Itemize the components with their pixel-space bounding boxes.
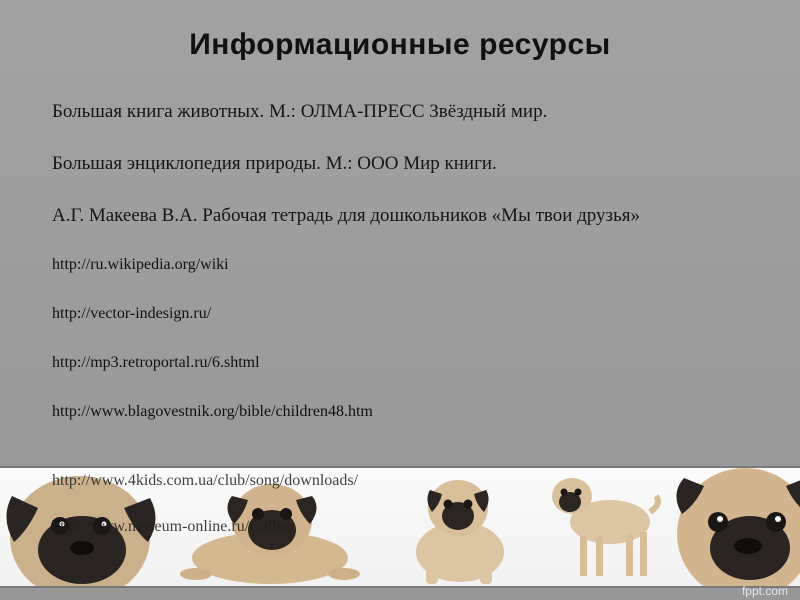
pug-standing — [552, 478, 658, 576]
web-link[interactable]: http://www.4kids.com.ua/club/song/downloads/ — [52, 472, 359, 489]
slide-title: Информационные ресурсы — [189, 28, 611, 61]
web-link[interactable]: http://vector-indesign.ru/ — [52, 305, 212, 322]
web-link[interactable]: http://ru.wikipedia.org/wiki — [52, 256, 229, 273]
pug-sitting — [416, 480, 504, 584]
book-reference: А.Г. Макеева В.А. Рабочая тетрадь для дошкольников «Мы твои друзья» — [52, 205, 640, 226]
pug-portrait-right — [676, 468, 800, 586]
overlay-links — [52, 470, 358, 562]
book-reference: Большая энциклопедия природы. М.: ООО Мир книги. — [52, 153, 497, 174]
watermark-logo: fppt.com — [741, 584, 788, 598]
sources-list — [52, 98, 692, 450]
web-link[interactable]: http://mp3.retroportal.ru/6.shtml — [52, 354, 260, 371]
web-link[interactable]: http://www.museum-online.ru/Galler — [52, 518, 290, 535]
book-reference: Большая книга животных. М.: ОЛМА-ПРЕСС Звёздный мир. — [52, 101, 548, 122]
web-link[interactable]: http://www.blagovestnik.org/bible/children48.htm — [52, 403, 373, 420]
